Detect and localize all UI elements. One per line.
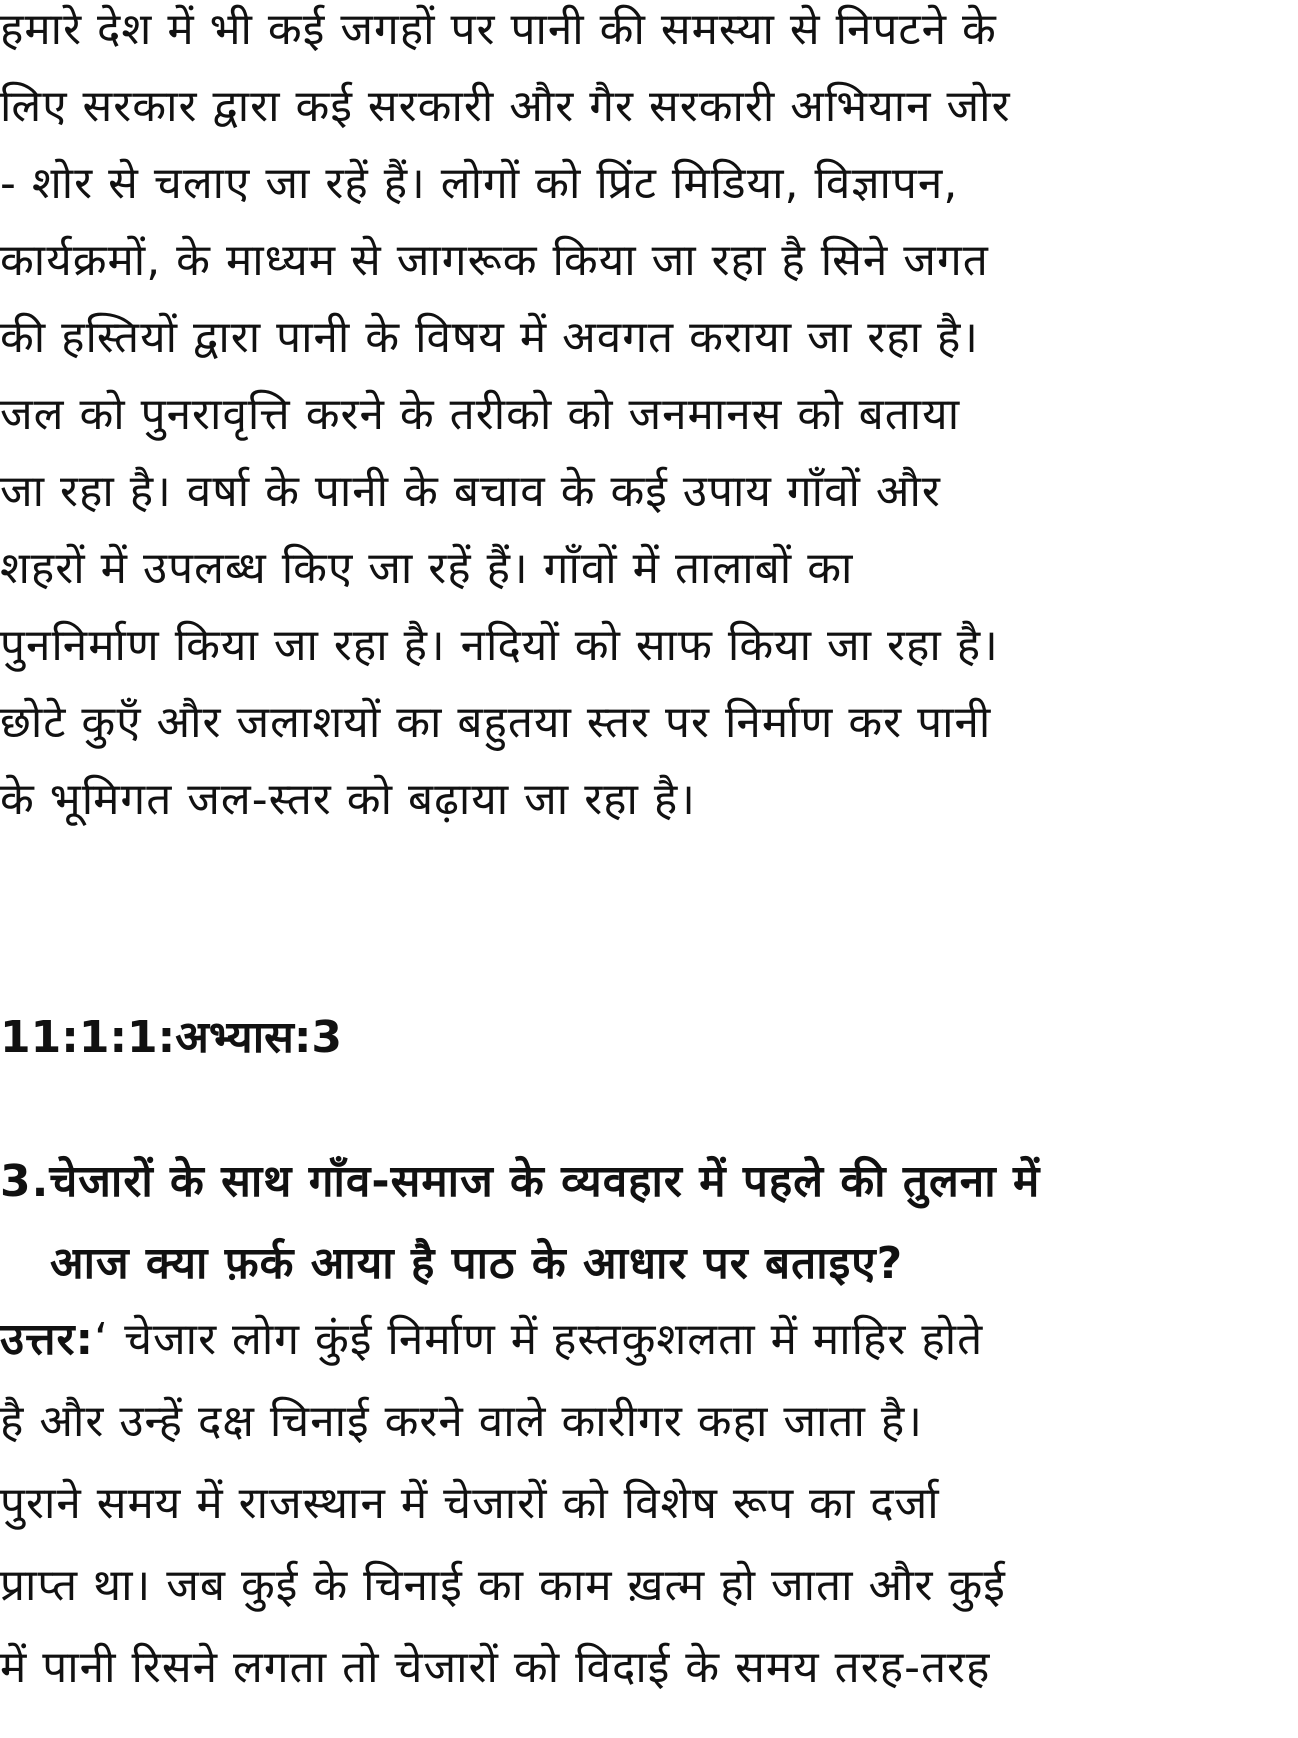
- question-text-1: चेजारों के साथ गाँव-समाज के व्यवहार में पहले की तुलना में: [49, 1156, 1041, 1207]
- paragraph-line: के भूमिगत जल-स्तर को बढ़ाया जा रहा है।: [0, 774, 696, 825]
- section-heading: 11:1:1:अभ्यास:3: [0, 1012, 343, 1063]
- paragraph-line: की हस्तियों द्वारा पानी के विषय में अवगत कराया जा रहा है।: [0, 312, 979, 363]
- answer-line: प्राप्त था। जब कुई के चिनाई का काम ख़त्म हो जाता और कुई: [0, 1560, 1006, 1611]
- paragraph-line: पुननिर्माण किया जा रहा है। नदियों को साफ किया जा रहा है।: [0, 620, 999, 671]
- answer-line-1: [0, 1310, 983, 1370]
- paragraph-line: जा रहा है। वर्षा के पानी के बचाव के कई उपाय गाँवों और: [0, 466, 941, 517]
- answer-line: में पानी रिसने लगता तो चेजारों को विदाई के समय तरह-तरह: [0, 1642, 991, 1693]
- answer-line: है और उन्हें दक्ष चिनाई करने वाले कारीगर कहा जाता है।: [0, 1396, 923, 1447]
- answer-label: उत्तर:: [0, 1314, 95, 1365]
- answer-line: पुराने समय में राजस्थान में चेजारों को विशेष रूप का दर्जा: [0, 1478, 940, 1529]
- question-line-1: [0, 1152, 1040, 1212]
- paragraph-line: लिए सरकार द्वारा कई सरकारी और गैर सरकारी अभियान जोर: [0, 81, 1011, 132]
- paragraph-line: जल को पुनरावृत्ति करने के तरीको को जनमानस को बताया: [0, 389, 961, 440]
- paragraph-line: हमारे देश में भी कई जगहों पर पानी की समस्या से निपटने के: [0, 4, 997, 55]
- question-line-2: आज क्या फ़र्क आया है पाठ के आधार पर बताइए?: [50, 1238, 904, 1289]
- answer-text-1: ‘ चेजार लोग कुंई निर्माण में हस्तकुशलता में माहिर होते: [94, 1314, 984, 1365]
- question-number: 3.: [0, 1156, 50, 1207]
- paragraph-line: छोटे कुएँ और जलाशयों का बहुतया स्तर पर निर्माण कर पानी: [0, 697, 992, 748]
- paragraph-line: शहरों में उपलब्ध किए जा रहें हैं। गाँवों में तालाबों का: [0, 543, 854, 594]
- paragraph-line: कार्यक्रमों, के माध्यम से जागरूक किया जा रहा है सिने जगत: [0, 235, 989, 286]
- paragraph-line: - शोर से चलाए जा रहें हैं। लोगों को प्रिंट मिडिया, विज्ञापन,: [0, 158, 959, 209]
